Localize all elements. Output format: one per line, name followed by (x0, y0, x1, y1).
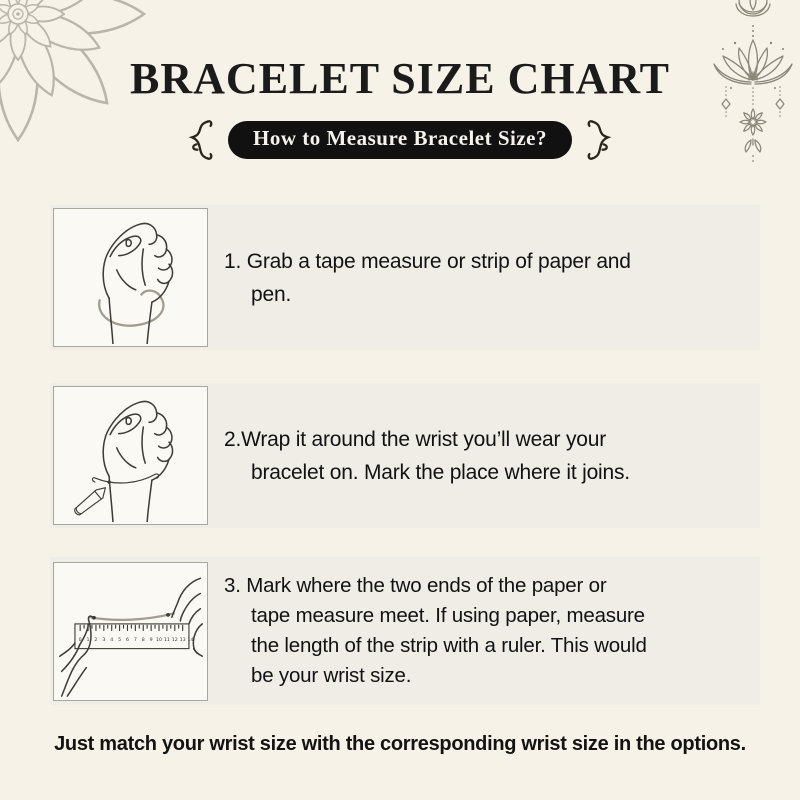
hand-with-pen-illustration (56, 389, 206, 522)
svg-text:12: 12 (171, 637, 178, 643)
svg-text:2: 2 (93, 637, 97, 643)
svg-text:3: 3 (101, 637, 105, 643)
svg-text:7: 7 (133, 637, 137, 643)
step-3-line: tape measure meet. If using paper, measure (251, 604, 645, 627)
step-2-image-box (53, 386, 208, 525)
svg-text:10: 10 (155, 637, 162, 643)
step-2-panel (50, 383, 760, 528)
svg-text:13: 13 (179, 637, 186, 643)
subtitle-badge: How to Measure Bracelet Size? (228, 121, 572, 159)
step-2-text (224, 423, 630, 489)
svg-text:5: 5 (117, 637, 121, 643)
flourish-right-icon (585, 118, 615, 162)
ruler-numbers (78, 637, 193, 643)
step-2-line: bracelet on. Mark the place where it joins. (251, 460, 630, 484)
step-2-line: 2.Wrap it around the wrist you’ll wear your (224, 427, 607, 451)
step-1-text (224, 245, 631, 311)
step-1-line: pen. (251, 282, 292, 306)
step-3-line: the length of the strip with a ruler. This would (251, 634, 647, 657)
svg-text:8: 8 (141, 637, 145, 643)
step-3-image-box (53, 562, 208, 701)
flourish-left-icon (185, 118, 215, 162)
hands-with-ruler-illustration (56, 565, 206, 698)
step-1-image-box (53, 208, 208, 347)
page-title: BRACELET SIZE CHART (130, 54, 670, 103)
footer-note: Just match your wrist size with the corresponding wrist size in the options. (54, 733, 746, 755)
svg-text:1: 1 (86, 637, 90, 643)
step-3-text (224, 571, 647, 691)
step-3-line: be your wrist size. (251, 664, 412, 687)
hand-with-string-illustration (56, 211, 206, 344)
svg-text:0: 0 (78, 637, 82, 643)
step-3-line: 3. Mark where the two ends of the paper or (224, 574, 607, 597)
svg-text:4: 4 (109, 637, 113, 643)
svg-text:9: 9 (149, 637, 153, 643)
subtitle-row (0, 118, 800, 162)
step-3-panel (50, 557, 760, 705)
step-1-panel (50, 205, 760, 350)
svg-text:14: 14 (187, 637, 194, 643)
step-1-line: 1. Grab a tape measure or strip of paper and (224, 249, 631, 273)
svg-text:11: 11 (163, 637, 170, 643)
svg-text:6: 6 (125, 637, 129, 643)
